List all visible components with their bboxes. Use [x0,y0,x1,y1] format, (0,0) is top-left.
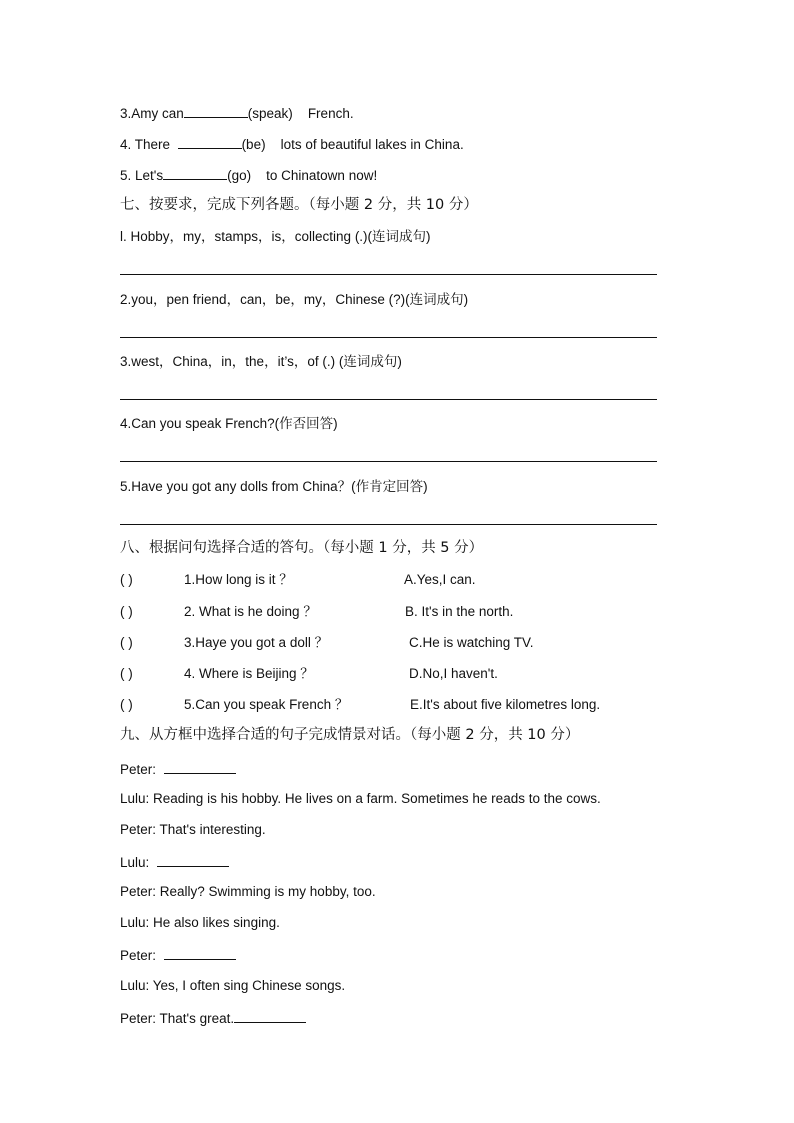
answer-blank[interactable] [234,1008,306,1023]
answer-option-a: A.Yes,I can. [404,572,476,587]
answer-paren[interactable]: ( ) [120,697,133,712]
fill-item-text: 3.Amy can [120,106,184,121]
answer-paren[interactable]: ( ) [120,666,133,681]
fill-item-hint: (go) [227,168,252,183]
fill-item-text: French. [307,106,354,121]
answer-blank[interactable] [164,945,236,960]
fill-item-5 [120,165,377,185]
question-1: 1.How long is it ？ [184,572,293,587]
fill-item-text: lots of beautiful lakes in China. [280,137,464,152]
fill-item-text: to Chinatown now! [266,168,378,183]
fill-item-3 [120,103,354,123]
fill-item-hint: (speak) [247,106,293,121]
answer-paren[interactable]: ( ) [120,635,133,650]
dialogue-text: Lulu: [120,855,150,870]
answer-option-c: C.He is watching TV. [409,635,534,650]
answer-blank[interactable] [157,852,229,867]
question-4: 4. Where is Beijing ？ [184,666,314,681]
answer-blank[interactable] [178,134,242,149]
answer-option-b: B. It's in the north. [405,604,514,619]
answer-line[interactable] [120,337,657,338]
answer-blank[interactable] [163,165,227,180]
question-3: 3.Haye you got a doll ？ [184,635,329,650]
section7-item-5: 5.Have you got any dolls from China？(作肯定回答) [120,479,428,494]
dialogue-text: Peter: [120,762,157,777]
section9-heading: 九、从方框中选择合适的句子完成情景对话。（每小题 2 分，共 10 分） [120,727,580,743]
dialogue-text: Peter: [120,948,157,963]
dialogue-line: Peter: Really? Swimming is my hobby, too. [120,884,376,899]
question-2: 2. What is he doing ？ [184,604,317,619]
section7-item-1: l. Hobby，my，stamps，is，collecting (.)(连词成句) [120,229,431,244]
dialogue-line [120,945,236,965]
section7-item-2: 2.you，pen friend，can，be，my，Chinese (?)(连词成句) [120,292,469,307]
answer-line[interactable] [120,399,657,400]
dialogue-line [120,1008,306,1028]
fill-item-text: 5. Let's [120,168,164,183]
dialogue-line: Peter: That's interesting. [120,822,266,837]
dialogue-line [120,852,229,872]
answer-line[interactable] [120,524,657,525]
answer-blank[interactable] [184,103,248,118]
answer-blank[interactable] [164,759,236,774]
answer-paren[interactable]: ( ) [120,572,133,587]
fill-item-4 [120,134,464,154]
answer-option-e: E.It's about five kilometres long. [410,697,601,712]
answer-line[interactable] [120,274,657,275]
answer-option-d: D.No,I haven't. [409,666,498,681]
answer-paren[interactable]: ( ) [120,604,133,619]
dialogue-text: Peter: That's great. [120,1011,235,1026]
fill-item-hint: (be) [241,137,266,152]
section7-heading: 七、按要求，完成下列各题。（每小题 2 分，共 10 分） [120,197,478,213]
fill-item-text: 4. There [120,137,171,152]
dialogue-line [120,759,236,779]
dialogue-line: Lulu: Reading is his hobby. He lives on a farm. Sometimes he reads to the cows. [120,791,601,806]
question-5: 5.Can you speak French ？ [184,697,349,712]
dialogue-line: Lulu: Yes, I often sing Chinese songs. [120,978,346,993]
dialogue-line: Lulu: He also likes singing. [120,915,280,930]
answer-line[interactable] [120,461,657,462]
section7-item-3: 3.west，China，in，the，it’s，of (.) (连词成句) [120,354,402,369]
section8-heading: 八、根据问句选择合适的答句。（每小题 1 分，共 5 分） [120,540,484,556]
section7-item-4: 4.Can you speak French?(作否回答) [120,416,338,431]
